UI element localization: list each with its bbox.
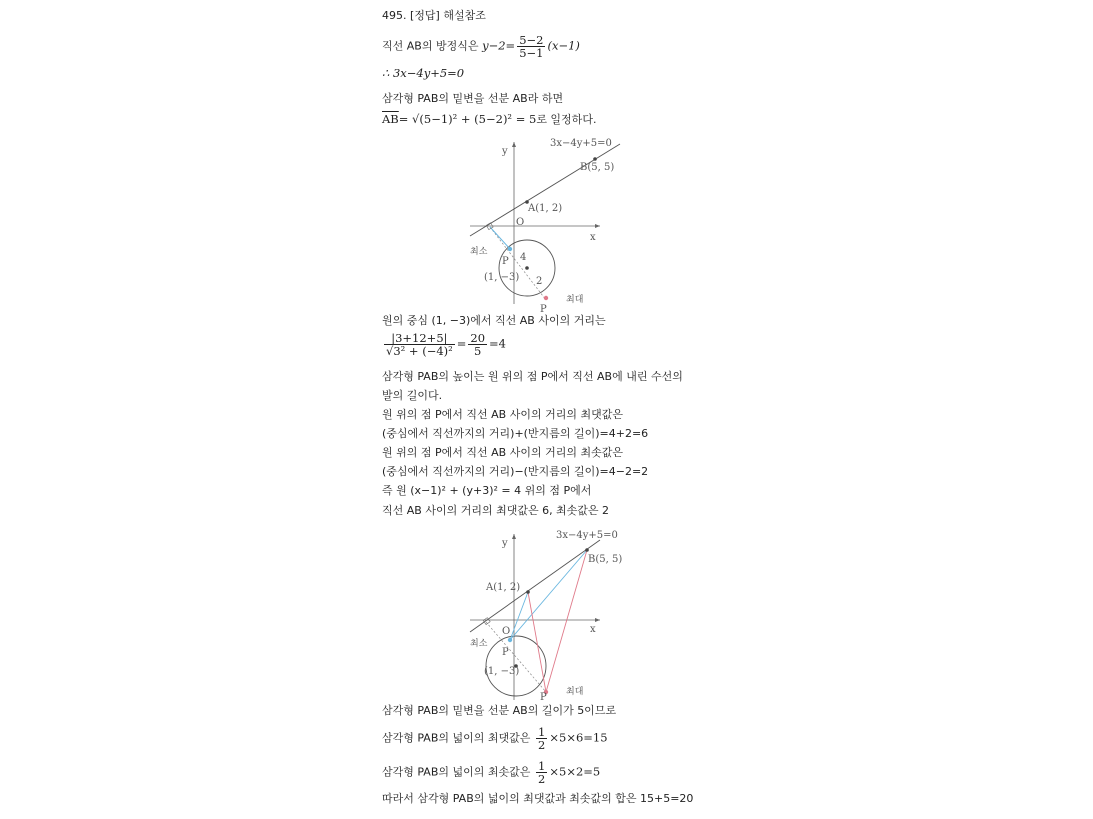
math: =4 xyxy=(489,336,506,351)
distance-calc xyxy=(382,332,506,357)
line-ab xyxy=(470,144,620,236)
perpendicular xyxy=(490,227,546,300)
label-o: O xyxy=(502,626,511,637)
min-distance-calc: (중심에서 직선까지의 거리)−(반지름의 길이)=4−2=2 xyxy=(382,465,649,478)
label-min: 최소 xyxy=(470,247,488,257)
math: (x−1) xyxy=(547,38,580,53)
label-x: x xyxy=(590,624,596,635)
figure-2-diagram xyxy=(470,524,630,703)
fraction xyxy=(468,332,487,357)
label-p1: P xyxy=(502,647,509,658)
label-b: B(5, 5) xyxy=(580,162,615,173)
label-a: A(1, 2) xyxy=(486,582,521,593)
max-distance-calc: (중심에서 직선까지의 거리)+(반지름의 길이)=4+2=6 xyxy=(382,427,649,440)
label-p2: P xyxy=(540,692,547,703)
denominator: √3² + (−4)² xyxy=(386,344,453,358)
fraction xyxy=(536,726,547,751)
y-arrow-icon xyxy=(512,534,516,539)
denominator: 5 xyxy=(474,344,482,358)
numerator: 20 xyxy=(470,331,486,345)
line-equation-result: ∴ 3x−4y+5=0 xyxy=(382,66,465,80)
label-y: y xyxy=(502,538,508,549)
denominator: 5−1 xyxy=(519,46,544,60)
height-statement: 삼각형 PAB의 높이는 원 위의 점 P에서 직선 AB에 내린 수선의 xyxy=(382,370,683,383)
math: ×5×6=15 xyxy=(549,730,608,745)
label-x: x xyxy=(590,232,596,243)
segment-ab: $\overline{AB}$ xyxy=(382,112,399,126)
numerator: |3+12+5| xyxy=(384,332,455,345)
denominator: 2 xyxy=(538,738,546,752)
point-b xyxy=(593,157,597,161)
label-2: 2 xyxy=(536,276,543,287)
numerator: 1 xyxy=(538,725,546,739)
max-tri-side-b xyxy=(546,550,587,692)
base-length-statement: 삼각형 PAB의 밑변을 선분 AB의 길이가 5이므로 xyxy=(382,704,617,717)
point-a xyxy=(526,590,530,594)
point-p-min xyxy=(508,638,512,642)
point-center xyxy=(525,266,529,270)
math: y−2= xyxy=(482,38,516,53)
math: = xyxy=(456,336,467,351)
point-b xyxy=(585,548,589,552)
label-b: B(5, 5) xyxy=(588,554,623,565)
point-p-max xyxy=(544,296,548,300)
point-p-min xyxy=(508,247,512,251)
fraction xyxy=(384,332,455,357)
math: ×5×2=5 xyxy=(549,764,601,779)
min-distance-intro: 원 위의 점 P에서 직선 AB 사이의 거리의 최솟값은 xyxy=(382,446,623,459)
circle-statement: 즉 원 (x−1)² + (y+3)² = 4 위의 점 P에서 xyxy=(382,484,592,497)
distance-statement: 원의 중심 (1, −3)에서 직선 AB 사이의 거리는 xyxy=(382,314,606,327)
label-max: 최대 xyxy=(566,295,584,305)
line-label: 3x−4y+5=0 xyxy=(550,138,612,149)
label-max: 최대 xyxy=(566,687,584,697)
line-label: 3x−4y+5=0 xyxy=(556,530,618,541)
ab-length xyxy=(382,112,596,127)
text: 직선 AB의 방정식은 xyxy=(382,39,479,53)
figure-1-diagram xyxy=(470,132,630,315)
label-o: O xyxy=(516,217,525,228)
label-p1: P xyxy=(502,256,509,267)
base-statement: 삼각형 PAB의 밑변을 선분 AB라 하면 xyxy=(382,92,564,105)
text: 삼각형 PAB의 넓이의 최댓값은 xyxy=(382,731,531,745)
label-center: (1, −3) xyxy=(484,272,520,283)
max-area xyxy=(382,726,608,751)
text: 로 일정하다. xyxy=(536,113,597,126)
label-y: y xyxy=(502,146,508,157)
final-answer: 따라서 삼각형 PAB의 넓이의 최댓값과 최솟값의 합은 15+5=20 xyxy=(382,792,694,805)
label-center: (1, −3) xyxy=(484,666,520,677)
max-distance-intro: 원 위의 점 P에서 직선 AB 사이의 거리의 최댓값은 xyxy=(382,408,623,421)
fraction xyxy=(517,34,545,59)
min-segment xyxy=(490,227,510,249)
text: 삼각형 PAB의 넓이의 최솟값은 xyxy=(382,765,531,779)
line-equation-ab xyxy=(382,34,580,59)
math: = √(5−1)² + (5−2)² = 5 xyxy=(398,112,537,126)
label-a: A(1, 2) xyxy=(528,203,563,214)
x-arrow-icon xyxy=(595,224,600,228)
numerator: 5−2 xyxy=(519,33,544,47)
max-tri-side-a xyxy=(528,592,546,692)
min-area xyxy=(382,760,600,785)
denominator: 2 xyxy=(538,772,546,786)
label-4: 4 xyxy=(520,252,527,263)
numerator: 1 xyxy=(538,759,546,773)
y-arrow-icon xyxy=(512,142,516,147)
fraction xyxy=(536,760,547,785)
label-min: 최소 xyxy=(470,639,488,649)
x-arrow-icon xyxy=(595,618,600,622)
height-statement-2: 발의 길이다. xyxy=(382,389,443,402)
problem-title: 495. [정답] 해설참조 xyxy=(382,9,486,22)
min-tri-side-a xyxy=(510,592,528,640)
distance-summary: 직선 AB 사이의 거리의 최댓값은 6, 최솟값은 2 xyxy=(382,504,610,517)
label-p2: P xyxy=(540,304,547,315)
